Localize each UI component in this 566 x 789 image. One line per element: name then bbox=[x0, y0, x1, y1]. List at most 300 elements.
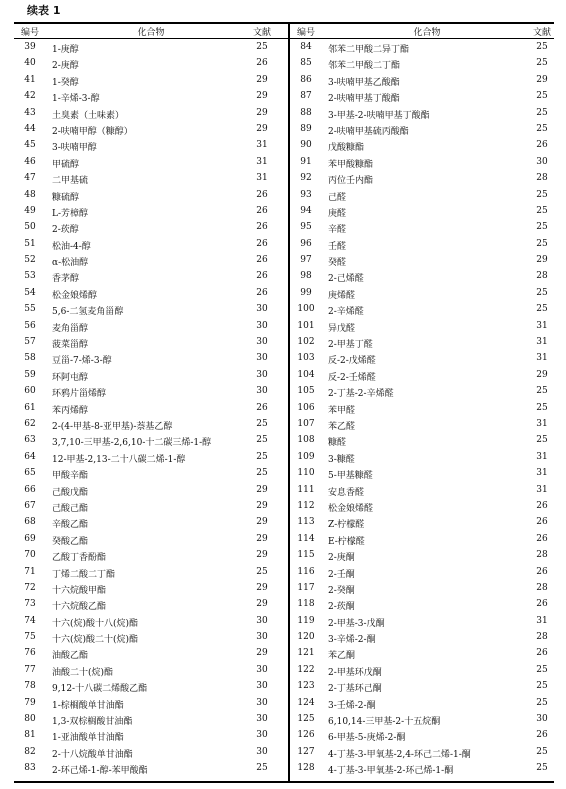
row-id: 39 bbox=[24, 42, 36, 52]
reference-number: 26 bbox=[536, 648, 548, 659]
reference-number: 29 bbox=[256, 517, 268, 528]
row-id: 41 bbox=[24, 74, 36, 85]
compound-name: 2-莰酮 bbox=[328, 602, 355, 613]
row-id: 68 bbox=[24, 517, 36, 528]
table-row bbox=[14, 432, 288, 448]
table-row bbox=[14, 203, 288, 219]
row-id: 75 bbox=[24, 632, 36, 643]
table-row bbox=[14, 449, 288, 465]
reference-number: 25 bbox=[536, 238, 548, 249]
row-id: 103 bbox=[297, 353, 315, 364]
reference-number: 30 bbox=[256, 714, 268, 725]
table-row bbox=[290, 531, 554, 547]
row-id: 104 bbox=[297, 369, 315, 380]
row-id: 106 bbox=[297, 402, 315, 413]
reference-number: 30 bbox=[536, 714, 548, 725]
row-id: 116 bbox=[297, 566, 315, 577]
row-id: 89 bbox=[300, 123, 312, 134]
reference-number: 30 bbox=[256, 386, 268, 397]
row-id: 47 bbox=[24, 173, 36, 184]
reference-number: 29 bbox=[536, 255, 548, 266]
compound-name: 反-2-戊烯醛 bbox=[328, 356, 376, 367]
table-row bbox=[290, 121, 554, 137]
table-row bbox=[290, 547, 554, 563]
reference-number: 26 bbox=[536, 140, 548, 151]
row-id: 96 bbox=[300, 238, 312, 249]
row-id: 57 bbox=[24, 337, 36, 348]
reference-number: 25 bbox=[536, 681, 548, 692]
compound-name: 苯甲酸糠酯 bbox=[328, 159, 374, 170]
table-row bbox=[14, 334, 288, 350]
reference-number: 29 bbox=[536, 369, 548, 380]
compound-name: 3-甲基-2-呋喃甲基丁酸酯 bbox=[328, 110, 430, 121]
compound-name: 庚醛 bbox=[328, 208, 347, 219]
row-id: 94 bbox=[300, 205, 312, 216]
reference-number: 28 bbox=[536, 582, 548, 593]
reference-number: 25 bbox=[536, 189, 548, 200]
compound-name: 邻苯二甲酸二异丁酯 bbox=[328, 45, 410, 55]
row-id: 66 bbox=[24, 484, 36, 495]
row-id: 77 bbox=[24, 664, 36, 675]
table-row bbox=[290, 350, 554, 366]
reference-number: 26 bbox=[256, 189, 268, 200]
reference-number: 25 bbox=[536, 697, 548, 708]
table-row bbox=[14, 187, 288, 203]
row-id: 110 bbox=[297, 468, 315, 479]
compound-name: 己酸戊酯 bbox=[52, 487, 89, 498]
table-row bbox=[290, 596, 554, 612]
row-id: 128 bbox=[297, 763, 315, 774]
table-row bbox=[290, 252, 554, 268]
reference-number: 25 bbox=[536, 107, 548, 118]
reference-number: 26 bbox=[536, 500, 548, 511]
reference-number: 30 bbox=[256, 320, 268, 331]
reference-number: 31 bbox=[536, 468, 548, 479]
row-id: 90 bbox=[300, 140, 312, 151]
table-row bbox=[14, 465, 288, 481]
table-row bbox=[290, 580, 554, 596]
compound-name: 甲硫醇 bbox=[52, 159, 80, 170]
row-id: 107 bbox=[297, 418, 315, 429]
reference-number: 30 bbox=[256, 304, 268, 315]
row-id: 64 bbox=[24, 451, 36, 462]
compound-name: 甲酸辛酯 bbox=[52, 471, 89, 482]
row-id: 53 bbox=[24, 271, 36, 282]
table-row bbox=[290, 416, 554, 432]
compound-name: 2-甲基丁醛 bbox=[328, 340, 373, 351]
compound-name: 己酸己酯 bbox=[52, 503, 89, 514]
reference-number: 29 bbox=[256, 107, 268, 118]
table-row bbox=[290, 187, 554, 203]
row-id: 99 bbox=[300, 287, 312, 298]
table-row bbox=[14, 219, 288, 235]
reference-number: 25 bbox=[536, 664, 548, 675]
compound-name: 1-癸醇 bbox=[52, 77, 79, 88]
compound-name: 2-甲基环戊酮 bbox=[328, 667, 382, 678]
compound-name: 十六(烷)酸十八(烷)酯 bbox=[52, 618, 139, 629]
compound-name: 油酸乙酯 bbox=[52, 651, 89, 662]
compound-name: 庚烯醛 bbox=[328, 290, 356, 301]
row-id: 62 bbox=[24, 418, 36, 429]
row-id: 108 bbox=[297, 435, 315, 446]
reference-number: 26 bbox=[256, 222, 268, 233]
table-row bbox=[14, 547, 288, 563]
row-id: 124 bbox=[297, 697, 315, 708]
table-row bbox=[290, 236, 554, 252]
table-row bbox=[290, 744, 554, 760]
right-half bbox=[290, 22, 554, 782]
table-row bbox=[14, 39, 288, 55]
left-half bbox=[14, 22, 288, 782]
row-id: 80 bbox=[24, 714, 36, 725]
compound-name: 4-丁基-3-甲氧基-2-环己烯-1-酮 bbox=[328, 766, 454, 777]
reference-number: 31 bbox=[536, 320, 548, 331]
row-id: 60 bbox=[24, 386, 36, 397]
row-id: 85 bbox=[300, 58, 312, 69]
reference-number: 30 bbox=[256, 337, 268, 348]
row-id: 95 bbox=[300, 222, 312, 233]
row-id: 55 bbox=[24, 304, 36, 315]
row-id: 81 bbox=[24, 730, 36, 741]
reference-number: 29 bbox=[256, 599, 268, 610]
row-id: 79 bbox=[24, 697, 36, 708]
reference-number: 28 bbox=[536, 271, 548, 282]
row-id: 119 bbox=[297, 615, 315, 626]
reference-number: 25 bbox=[536, 222, 548, 233]
compound-name: α-松油醇 bbox=[52, 258, 89, 269]
table-row bbox=[14, 137, 288, 153]
table-row bbox=[290, 367, 554, 383]
compound-name: 1-庚醇 bbox=[52, 45, 79, 55]
compound-name: 3-壬烯-2-酮 bbox=[328, 700, 376, 711]
table-row bbox=[290, 482, 554, 498]
row-id: 59 bbox=[24, 369, 36, 380]
reference-number: 31 bbox=[536, 418, 548, 429]
compound-name: 环鸦片甾烯醇 bbox=[52, 389, 107, 400]
reference-number: 25 bbox=[256, 763, 268, 774]
table-row bbox=[290, 383, 554, 399]
compound-name: 丙位壬内酯 bbox=[328, 176, 374, 187]
table-row bbox=[290, 465, 554, 481]
reference-number: 30 bbox=[256, 615, 268, 626]
right-header-row bbox=[290, 22, 554, 38]
table-row bbox=[290, 88, 554, 104]
reference-number: 29 bbox=[536, 74, 548, 85]
reference-number: 31 bbox=[536, 337, 548, 348]
compound-name: E-柠檬醛 bbox=[328, 536, 365, 547]
row-id: 51 bbox=[24, 238, 36, 249]
table-row bbox=[290, 170, 554, 186]
row-id: 87 bbox=[300, 91, 312, 102]
reference-number: 31 bbox=[256, 173, 268, 184]
reference-number: 25 bbox=[256, 418, 268, 429]
row-id: 114 bbox=[297, 533, 315, 544]
table-row bbox=[290, 400, 554, 416]
table-row bbox=[290, 105, 554, 121]
row-id: 111 bbox=[297, 484, 315, 495]
table-row bbox=[14, 55, 288, 71]
compound-name: 2-十八烷酸单甘油酯 bbox=[52, 749, 133, 760]
row-id: 40 bbox=[24, 58, 36, 69]
table-row bbox=[290, 514, 554, 530]
compound-name: 糠硫醇 bbox=[52, 192, 80, 203]
compound-name: 6-甲基-5-庚烯-2-酮 bbox=[328, 733, 406, 744]
compound-name: 十六烷酸乙酯 bbox=[52, 602, 107, 613]
reference-number: 31 bbox=[536, 615, 548, 626]
row-id: 115 bbox=[297, 550, 315, 561]
row-id: 78 bbox=[24, 681, 36, 692]
reference-number: 26 bbox=[536, 730, 548, 741]
reference-number: 29 bbox=[256, 550, 268, 561]
header-reference: 文献 bbox=[532, 28, 551, 38]
table-row bbox=[290, 449, 554, 465]
compound-name: 苯乙醛 bbox=[328, 421, 356, 432]
compound-name: 2-癸酮 bbox=[328, 585, 355, 596]
row-id: 82 bbox=[24, 746, 36, 757]
compound-name: 2-庚酮 bbox=[328, 553, 355, 564]
reference-number: 31 bbox=[256, 140, 268, 151]
compound-name: 5-甲基糠醛 bbox=[328, 471, 373, 482]
table-row bbox=[14, 105, 288, 121]
left-rows bbox=[14, 39, 288, 777]
row-id: 97 bbox=[300, 255, 312, 266]
reference-number: 30 bbox=[256, 681, 268, 692]
reference-number: 26 bbox=[536, 517, 548, 528]
table-row bbox=[290, 39, 554, 55]
row-id: 58 bbox=[24, 353, 36, 364]
table-row bbox=[14, 744, 288, 760]
row-id: 122 bbox=[297, 664, 315, 675]
table-row bbox=[14, 301, 288, 317]
reference-number: 28 bbox=[536, 550, 548, 561]
reference-number: 30 bbox=[256, 369, 268, 380]
compound-name: 1,3-双棕榈酸甘油酯 bbox=[52, 717, 133, 728]
row-id: 52 bbox=[24, 255, 36, 266]
row-id: 50 bbox=[24, 222, 36, 233]
compound-name: 1-亚油酸单甘油酯 bbox=[52, 733, 124, 744]
reference-number: 26 bbox=[256, 205, 268, 216]
compound-name: 反-2-壬烯醛 bbox=[328, 372, 376, 383]
table-row bbox=[14, 400, 288, 416]
reference-number: 26 bbox=[256, 58, 268, 69]
compound-name: 苯甲醛 bbox=[328, 405, 356, 416]
table-row bbox=[290, 432, 554, 448]
compound-name: 松油-4-醇 bbox=[52, 241, 91, 252]
compound-name: 1-棕榈酸单甘油酯 bbox=[52, 700, 124, 711]
row-id: 93 bbox=[300, 189, 312, 200]
reference-number: 26 bbox=[256, 402, 268, 413]
table-row bbox=[290, 301, 554, 317]
row-id: 67 bbox=[24, 500, 36, 511]
reference-number: 29 bbox=[256, 91, 268, 102]
compound-name: 2-己烯醛 bbox=[328, 274, 364, 285]
reference-number: 26 bbox=[256, 238, 268, 249]
compound-name: 2-甲基-3-戊酮 bbox=[328, 618, 385, 629]
header-compound: 化合物 bbox=[413, 28, 441, 38]
row-id: 70 bbox=[24, 550, 36, 561]
table-row bbox=[14, 285, 288, 301]
row-id: 61 bbox=[24, 402, 36, 413]
compound-name: 油酸二十(烷)酯 bbox=[52, 667, 114, 678]
compound-name: 二甲基硫 bbox=[52, 176, 89, 187]
compound-name: 土臭素（土味素） bbox=[52, 110, 125, 121]
compound-name: 2-呋喃甲醇（糠醇） bbox=[52, 126, 133, 137]
reference-number: 25 bbox=[256, 468, 268, 479]
reference-number: 30 bbox=[536, 156, 548, 167]
table-row bbox=[14, 268, 288, 284]
compound-name: 邻苯二甲酸二丁酯 bbox=[328, 61, 401, 72]
row-id: 84 bbox=[300, 42, 312, 52]
reference-number: 28 bbox=[536, 632, 548, 643]
row-id: 125 bbox=[297, 714, 315, 725]
table-row bbox=[14, 236, 288, 252]
row-id: 121 bbox=[297, 648, 315, 659]
table-row bbox=[290, 203, 554, 219]
compound-name: 9,12-十八碳二烯酸乙酯 bbox=[52, 684, 148, 695]
table-row bbox=[14, 711, 288, 727]
compound-name: 3-糠醛 bbox=[328, 454, 355, 465]
compound-name: 1-辛烯-3-醇 bbox=[52, 94, 100, 105]
compound-name: 2-(4-甲基-8-亚甲基)-萘基乙醇 bbox=[52, 421, 173, 432]
table-row bbox=[14, 383, 288, 399]
compound-name: 2-壬酮 bbox=[328, 569, 355, 580]
table-caption: 续表 1 bbox=[27, 4, 61, 17]
table-row bbox=[14, 645, 288, 661]
compound-name: 2-丁基环己酮 bbox=[328, 684, 382, 695]
compound-name: L-芳樟醇 bbox=[52, 208, 89, 219]
table-row bbox=[290, 154, 554, 170]
compound-name: 十六(烷)酸二十(烷)酯 bbox=[52, 635, 139, 646]
reference-number: 25 bbox=[536, 58, 548, 69]
table-row bbox=[14, 678, 288, 694]
row-id: 69 bbox=[24, 533, 36, 544]
row-id: 88 bbox=[300, 107, 312, 118]
compound-name: 3-呋喃甲醇 bbox=[52, 143, 97, 154]
table-row bbox=[290, 613, 554, 629]
row-id: 118 bbox=[297, 599, 315, 610]
table-row bbox=[290, 645, 554, 661]
reference-number: 29 bbox=[256, 648, 268, 659]
header-compound: 化合物 bbox=[137, 28, 165, 38]
compound-name: 癸酸乙酯 bbox=[52, 536, 89, 547]
compound-name: 丁烯二酸二丁酯 bbox=[52, 569, 116, 580]
table-row bbox=[14, 531, 288, 547]
table-row bbox=[14, 318, 288, 334]
row-id: 48 bbox=[24, 189, 36, 200]
reference-number: 25 bbox=[536, 763, 548, 774]
reference-number: 29 bbox=[256, 500, 268, 511]
table-row bbox=[14, 482, 288, 498]
table-row bbox=[14, 350, 288, 366]
table-row bbox=[290, 678, 554, 694]
reference-number: 25 bbox=[536, 287, 548, 298]
reference-number: 25 bbox=[536, 205, 548, 216]
row-id: 102 bbox=[297, 337, 315, 348]
reference-number: 26 bbox=[256, 287, 268, 298]
table-row bbox=[290, 72, 554, 88]
reference-number: 25 bbox=[536, 746, 548, 757]
compound-table bbox=[14, 22, 554, 782]
compound-name: 己醛 bbox=[328, 192, 347, 203]
reference-number: 29 bbox=[256, 123, 268, 134]
reference-number: 30 bbox=[256, 697, 268, 708]
table-row bbox=[14, 580, 288, 596]
reference-number: 25 bbox=[536, 402, 548, 413]
row-id: 112 bbox=[297, 500, 315, 511]
compound-name: 异戊醛 bbox=[328, 323, 356, 334]
row-id: 71 bbox=[24, 566, 36, 577]
row-id: 83 bbox=[24, 763, 36, 774]
row-id: 45 bbox=[24, 140, 36, 151]
reference-number: 29 bbox=[256, 582, 268, 593]
row-id: 43 bbox=[24, 107, 36, 118]
row-id: 86 bbox=[300, 74, 312, 85]
right-rows bbox=[290, 39, 554, 777]
reference-number: 30 bbox=[256, 664, 268, 675]
row-id: 56 bbox=[24, 320, 36, 331]
row-id: 109 bbox=[297, 451, 315, 462]
row-id: 42 bbox=[24, 91, 36, 102]
reference-number: 25 bbox=[256, 566, 268, 577]
compound-name: 十六烷酸甲酯 bbox=[52, 585, 107, 596]
header-id: 编号 bbox=[20, 28, 39, 38]
table-row bbox=[14, 170, 288, 186]
table-row bbox=[290, 711, 554, 727]
compound-name: 2-呋喃甲基硫丙酸酯 bbox=[328, 126, 409, 137]
reference-number: 31 bbox=[536, 353, 548, 364]
row-id: 63 bbox=[24, 435, 36, 446]
reference-number: 25 bbox=[536, 386, 548, 397]
reference-number: 25 bbox=[256, 451, 268, 462]
row-id: 98 bbox=[300, 271, 312, 282]
reference-number: 25 bbox=[536, 123, 548, 134]
row-id: 105 bbox=[297, 386, 315, 397]
row-id: 76 bbox=[24, 648, 36, 659]
reference-number: 30 bbox=[256, 730, 268, 741]
reference-number: 26 bbox=[536, 533, 548, 544]
table-row bbox=[290, 727, 554, 743]
compound-name: 3-辛烯-2-酮 bbox=[328, 635, 376, 646]
table-row bbox=[290, 498, 554, 514]
compound-name: 壬醛 bbox=[328, 241, 347, 252]
reference-number: 26 bbox=[256, 271, 268, 282]
compound-name: 戊酸糠酯 bbox=[328, 143, 365, 154]
row-id: 92 bbox=[300, 173, 312, 184]
table-row bbox=[14, 727, 288, 743]
row-id: 113 bbox=[297, 517, 315, 528]
row-id: 117 bbox=[297, 582, 315, 593]
compound-name: 2-庚醇 bbox=[52, 61, 79, 72]
table-row bbox=[14, 416, 288, 432]
reference-number: 25 bbox=[536, 91, 548, 102]
table-row bbox=[290, 55, 554, 71]
table-row bbox=[14, 514, 288, 530]
compound-name: 12-甲基-2,13-二十八碳二烯-1-醇 bbox=[52, 454, 186, 465]
table-row bbox=[14, 629, 288, 645]
row-id: 44 bbox=[24, 123, 36, 134]
table-row bbox=[14, 252, 288, 268]
row-id: 100 bbox=[297, 304, 315, 315]
compound-name: 麦角甾醇 bbox=[52, 323, 89, 334]
compound-name: 4-丁基-3-甲氧基-2,4-环己二烯-1-酮 bbox=[328, 749, 471, 760]
compound-name: 2-莰醇 bbox=[52, 225, 79, 236]
compound-name: 3,7,10-三甲基-2,6,10-十二碳三烯-1-醇 bbox=[52, 438, 212, 449]
table-row bbox=[14, 596, 288, 612]
row-id: 74 bbox=[24, 615, 36, 626]
compound-name: 2-环己烯-1-醇-苯甲酸酯 bbox=[52, 766, 148, 777]
row-id: 91 bbox=[300, 156, 312, 167]
table-row bbox=[290, 137, 554, 153]
